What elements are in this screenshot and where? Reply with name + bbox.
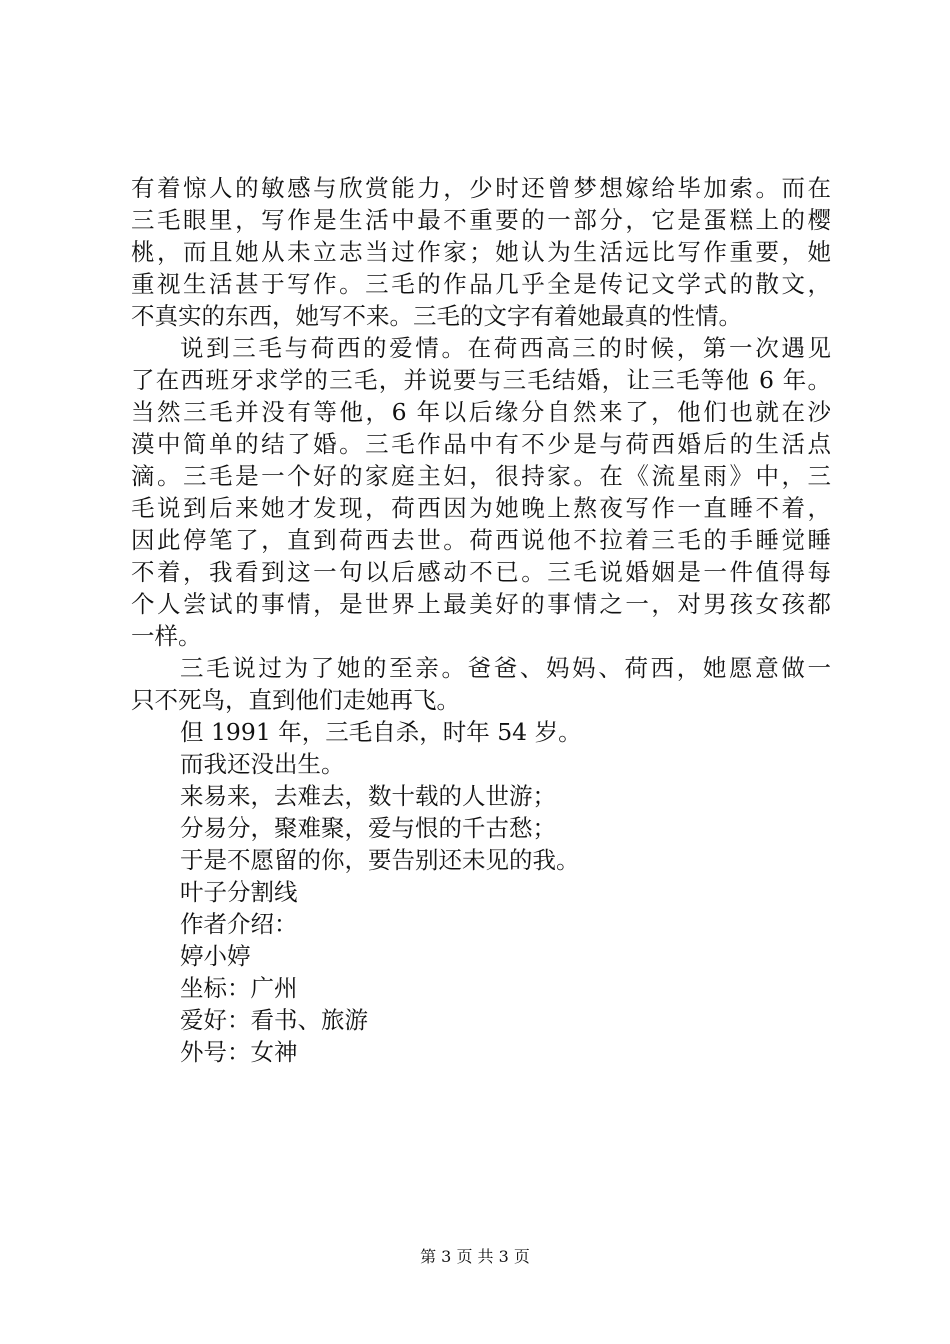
paragraph-line: 一样。 bbox=[131, 622, 202, 650]
author-name: 婷小婷 bbox=[180, 942, 251, 970]
document-body bbox=[131, 172, 831, 1068]
paragraph-line: 不着，我看到这一句以后感动不已。三毛说婚姻是一件值得每 bbox=[131, 558, 831, 586]
author-location: 坐标：广州 bbox=[180, 974, 298, 1002]
divider-label: 叶子分割线 bbox=[180, 878, 298, 906]
paragraph-line: 毛说到后来她才发现，荷西因为她晚上熬夜写作一直睡不着， bbox=[131, 494, 831, 522]
paragraph-line: 有着惊人的敏感与欣赏能力，少时还曾梦想嫁给毕加索。而在 bbox=[131, 174, 831, 202]
author-intro-heading: 作者介绍： bbox=[180, 910, 298, 938]
page-number-footer: 第 3 页 共 3 页 bbox=[420, 1247, 530, 1266]
paragraph-line: 只不死鸟，直到他们走她再飞。 bbox=[131, 686, 460, 714]
paragraph-line: 个人尝试的事情，是世界上最美好的事情之一，对男孩女孩都 bbox=[131, 590, 831, 618]
author-nickname: 外号：女神 bbox=[180, 1038, 298, 1066]
paragraph-line: 三毛说过为了她的至亲。爸爸、妈妈、荷西，她愿意做一 bbox=[180, 654, 831, 682]
poem-line: 于是不愿留的你，要告别还未见的我。 bbox=[180, 846, 580, 874]
poem-line: 分易分，聚难聚，爱与恨的千古愁； bbox=[180, 814, 556, 842]
paragraph-line: 滴。三毛是一个好的家庭主妇，很持家。在《流星雨》中，三 bbox=[131, 462, 831, 490]
paragraph-line: 当然三毛并没有等他，6 年以后缘分自然来了，他们也就在沙 bbox=[131, 398, 831, 426]
author-hobbies: 爱好：看书、旅游 bbox=[180, 1006, 368, 1034]
paragraph-line: 三毛眼里，写作是生活中最不重要的一部分，它是蛋糕上的樱 bbox=[131, 206, 831, 234]
paragraph-line: 漠中简单的结了婚。三毛作品中有不少是与荷西婚后的生活点 bbox=[131, 430, 831, 458]
poem-line: 来易来，去难去，数十载的人世游； bbox=[180, 782, 556, 810]
short-line: 而我还没出生。 bbox=[180, 750, 345, 778]
paragraph-line: 说到三毛与荷西的爱情。在荷西高三的时候，第一次遇见 bbox=[180, 334, 831, 362]
paragraph-line: 重视生活甚于写作。三毛的作品几乎全是传记文学式的散文， bbox=[131, 270, 831, 298]
paragraph-line: 不真实的东西，她写不来。三毛的文字有着她最真的性情。 bbox=[131, 302, 742, 330]
paragraph-line: 因此停笔了，直到荷西去世。荷西说他不拉着三毛的手睡觉睡 bbox=[131, 526, 831, 554]
paragraph-line: 桃，而且她从未立志当过作家；她认为生活远比写作重要，她 bbox=[131, 238, 831, 266]
paragraph-line: 了在西班牙求学的三毛，并说要与三毛结婚，让三毛等他 6 年。 bbox=[131, 366, 831, 394]
short-line: 但 1991 年，三毛自杀，时年 54 岁。 bbox=[180, 718, 582, 746]
